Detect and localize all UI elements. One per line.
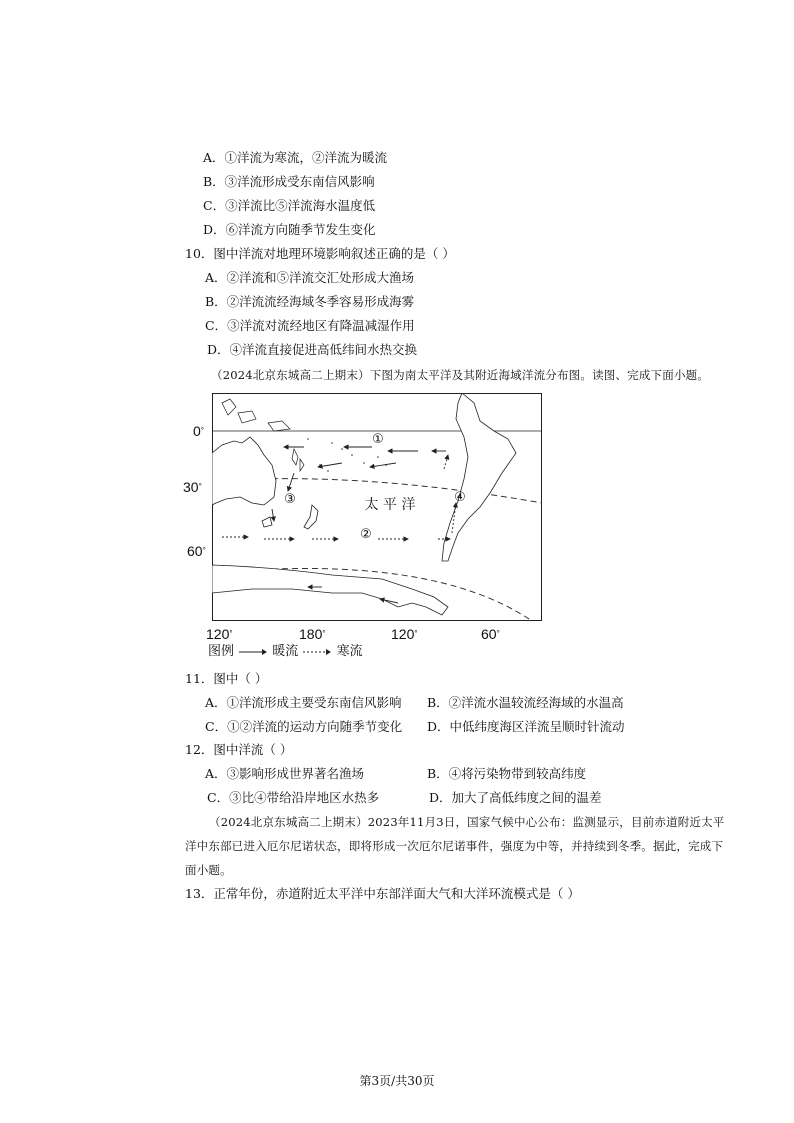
lon-label-180: 180° bbox=[299, 626, 326, 642]
q10-option-b: B．②洋流流经海域冬季容易形成海雾 bbox=[205, 294, 415, 309]
current-label-3: ③ bbox=[284, 492, 296, 507]
lon-label-120-left: 120° bbox=[206, 626, 233, 642]
q12-option-d: D．加大了高低纬度之间的温差 bbox=[429, 790, 602, 805]
q13-stem: 13．正常年份，赤道附近太平洋中东部洋面大气和大洋环流模式是（ ） bbox=[185, 886, 580, 901]
q10-option-c: C．③洋流对流经地区有降温减湿作用 bbox=[205, 318, 415, 333]
cold-legend-arrow-icon bbox=[302, 647, 332, 657]
legend-prefix: 图例 bbox=[208, 644, 235, 659]
q10-option-a: A．②洋流和⑤洋流交汇处形成大渔场 bbox=[205, 270, 415, 285]
q10-option-d: D．④洋流直接促进高低纬间水热交换 bbox=[207, 342, 418, 357]
q9-option-d: D．⑥洋流方向随季节发生变化 bbox=[203, 222, 376, 237]
q11-option-b: B．②洋流水温较流经海域的水温高 bbox=[427, 695, 624, 710]
q11-option-c: C．①②洋流的运动方向随季节变化 bbox=[205, 719, 403, 734]
q12-option-b: B．④将污染物带到较高纬度 bbox=[427, 766, 587, 781]
legend-cold: 寒流 bbox=[336, 644, 363, 659]
map-legend bbox=[208, 644, 363, 660]
q12-stem: 12．图中洋流（ ） bbox=[185, 742, 293, 757]
lat-label-60: 60° bbox=[187, 543, 206, 559]
q9-option-c: C．③洋流比⑤洋流海水温度低 bbox=[203, 198, 376, 213]
current-label-4: ④ bbox=[454, 490, 466, 505]
intro-2-line-1: （2024北京东城高二上期末）2023年11月3日，国家气候中心公布：监测显示，目前赤道附近太平 bbox=[209, 815, 725, 829]
lon-label-120-right: 120° bbox=[391, 626, 418, 642]
intro-1: （2024北京东城高二上期末）下图为南太平洋及其附近海域洋流分布图。读图、完成下面小题。 bbox=[211, 368, 710, 382]
q11-stem: 11．图中（ ） bbox=[185, 671, 268, 686]
ocean-current-map bbox=[212, 393, 542, 621]
q11-option-a: A．①洋流形成主要受东南信风影响 bbox=[205, 695, 402, 710]
page-footer: 第3页/共30页 bbox=[359, 1074, 435, 1088]
q11-option-d: D．中低纬度海区洋流呈顺时针流动 bbox=[427, 719, 625, 734]
legend-warm: 暖流 bbox=[272, 644, 299, 659]
current-label-1: ① bbox=[372, 432, 384, 447]
q12-option-a: A．③影响形成世界著名渔场 bbox=[205, 766, 365, 781]
lon-label-60: 60° bbox=[481, 626, 500, 642]
intro-2-line-3: 面小题。 bbox=[185, 863, 232, 877]
intro-2-line-2: 洋中东部已进入厄尔尼诺状态，即将形成一次厄尔尼诺事件，强度为中等，并持续到冬季。据此，完成下 bbox=[185, 839, 724, 853]
q9-option-a: A．①洋流为寒流，②洋流为暖流 bbox=[203, 150, 388, 165]
current-label-2: ② bbox=[360, 527, 372, 542]
q10-stem: 10．图中洋流对地理环境影响叙述正确的是（ ） bbox=[185, 246, 455, 261]
lat-label-30: 30° bbox=[183, 479, 202, 495]
lat-label-0: 0° bbox=[193, 423, 204, 439]
ocean-label: 太 平 洋 bbox=[364, 497, 416, 513]
warm-legend-arrow-icon bbox=[238, 647, 268, 657]
q9-option-b: B．③洋流形成受东南信风影响 bbox=[203, 174, 375, 189]
q12-option-c: C．③比④带给沿岸地区水热多 bbox=[207, 790, 380, 805]
